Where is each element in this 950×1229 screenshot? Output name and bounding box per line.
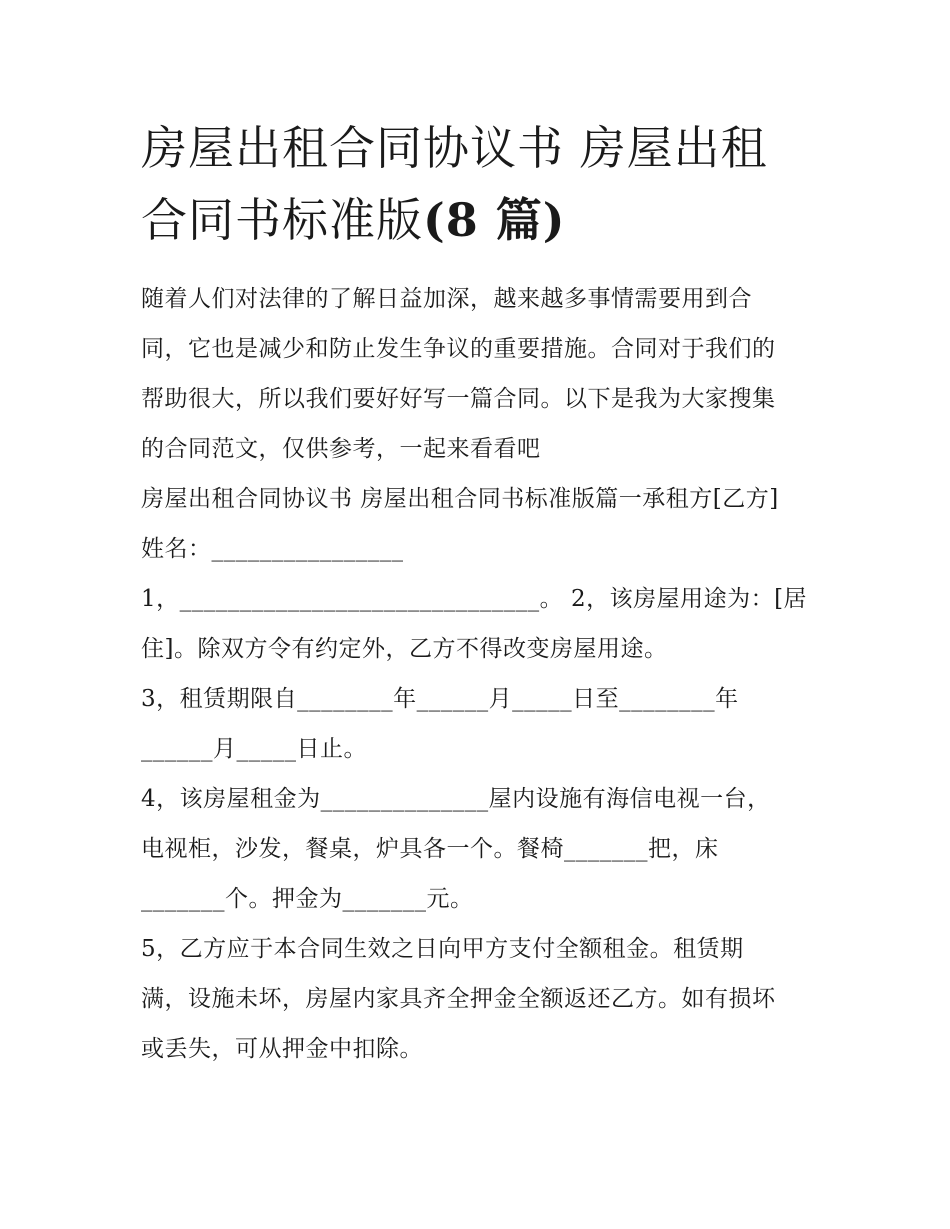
text-line: 住]。除双方令有约定外，乙方不得改变房屋用途。 [141, 636, 668, 662]
document-page [141, 112, 821, 1074]
clause-5 [141, 924, 821, 1074]
text-line: 1，______________________________。 2，该房屋用途为：[居 [141, 586, 808, 612]
text-line: _______个。押金为_______元。 [141, 886, 474, 912]
text-line: 4，该房屋租金为______________屋内设施有海信电视一台， [141, 786, 771, 812]
clause-4 [141, 774, 821, 924]
text-line: ______月_____日止。 [141, 736, 367, 762]
text-line: 3，租赁期限自________年______月_____日至________年 [141, 686, 739, 712]
clause-3 [141, 674, 821, 774]
tenant-paragraph [141, 474, 821, 574]
text-line: 随着人们对法律的了解日益加深，越来越多事情需要用到合 [141, 286, 752, 312]
text-line: 满，设施未坏，房屋内家具齐全押金全额返还乙方。如有损坏 [141, 986, 776, 1012]
document-title [141, 112, 821, 256]
title-line-2 [141, 184, 821, 256]
intro-paragraph [141, 274, 821, 474]
title-count: (8 篇) [423, 193, 566, 247]
text-line: 姓名：________________ [141, 536, 404, 562]
text-line: 5，乙方应于本合同生效之日向甲方支付全额租金。租赁期 [141, 936, 744, 962]
title-line-2-text: 合同书标准版 [141, 193, 423, 247]
text-line: 电视柜，沙发，餐桌，炉具各一个。餐椅_______把，床 [141, 836, 719, 862]
text-line: 房屋出租合同协议书 房屋出租合同书标准版篇一承租方[乙方] [141, 486, 779, 512]
text-line: 帮助很大，所以我们要好好写一篇合同。以下是我为大家搜集 [141, 386, 776, 412]
title-line-1: 房屋出租合同协议书 房屋出租 [141, 121, 768, 175]
text-line: 同，它也是减少和防止发生争议的重要措施。合同对于我们的 [141, 336, 776, 362]
clause-1-2 [141, 574, 821, 674]
text-line: 或丢失，可从押金中扣除。 [141, 1036, 423, 1062]
text-line: 的合同范文，仅供参考，一起来看看吧 [141, 436, 541, 462]
